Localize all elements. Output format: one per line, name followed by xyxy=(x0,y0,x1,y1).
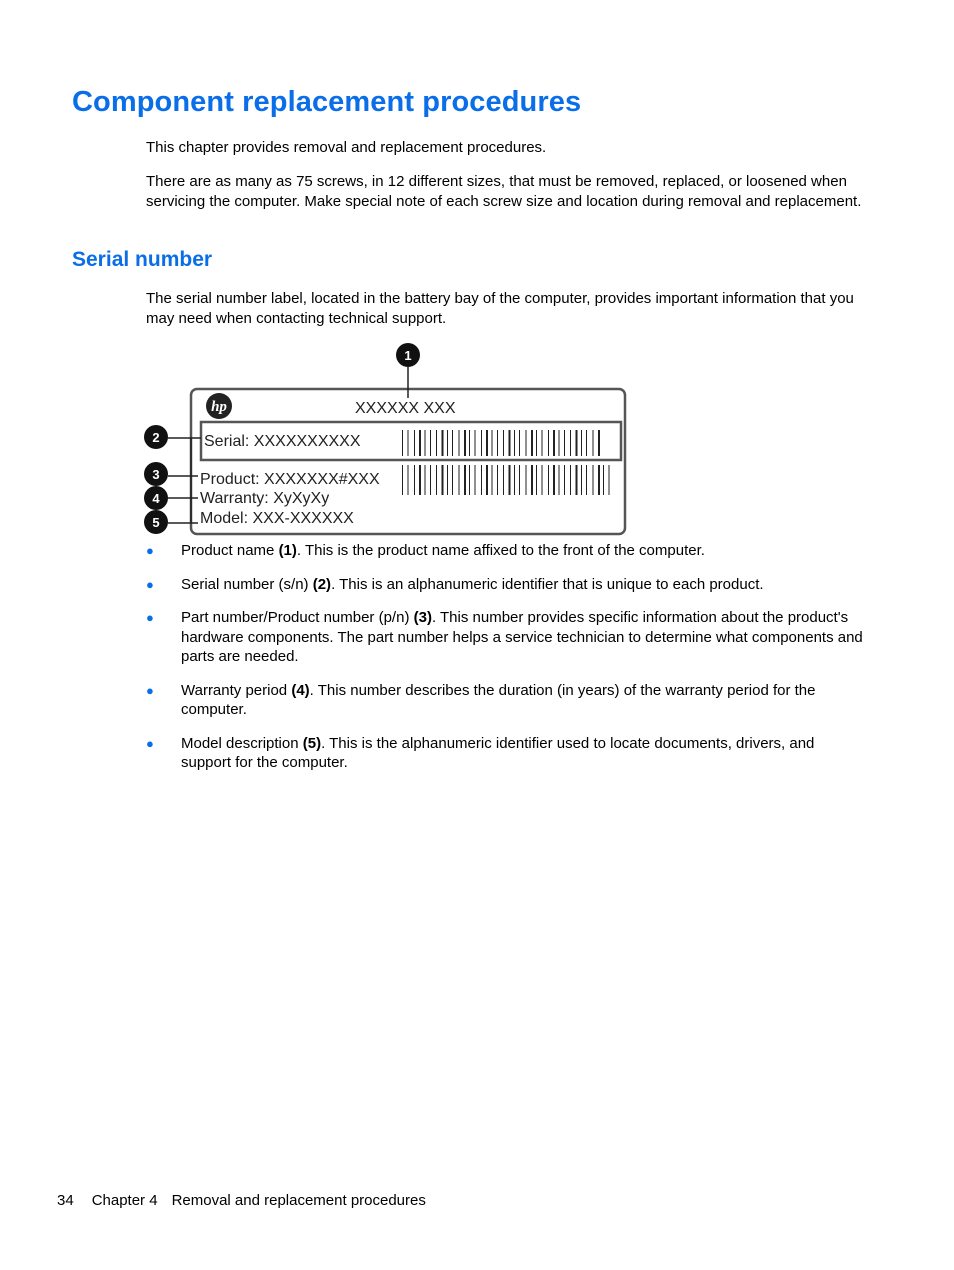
label-serial: Serial: XXXXXXXXXX xyxy=(204,433,361,450)
svg-text:3: 3 xyxy=(152,467,160,482)
serial-label-figure xyxy=(140,340,640,538)
intro-paragraph: This chapter provides removal and replacement procedures. xyxy=(146,139,547,156)
label-model: Model: XXX-XXXXXX xyxy=(200,510,354,527)
label-warranty: Warranty: XyXyXy xyxy=(200,490,330,507)
bullet-icon: ● xyxy=(146,576,154,592)
list-item: ● Part number/Product number (p/n) (3). This number provides specific information about the product's hardware components. The part number helps a service technician to determine what components and parts are needed. xyxy=(146,609,863,665)
section-title: Serial number xyxy=(72,248,213,271)
screws-paragraph: There are as many as 75 screws, in 12 different sizes, that must be removed, replaced, or loosened when servicing the computer. Make special note of each screw size and location during removal and replacement. xyxy=(146,173,862,210)
bullet-list xyxy=(146,541,868,787)
section-intro-paragraph: The serial number label, located in the battery bay of the computer, provides important information that you may need when contacting technical support. xyxy=(146,290,854,327)
bullet-icon: ● xyxy=(146,735,154,751)
hp-logo-icon xyxy=(206,393,232,419)
list-item: ● Serial number (s/n) (2). This is an alphanumeric identifier that is unique to each product. xyxy=(146,575,764,593)
svg-text:1: 1 xyxy=(404,348,412,363)
page-title: Component replacement procedures xyxy=(72,86,582,118)
list-item: ● Model description (5). This is the alphanumeric identifier used to locate documents, drivers, and support for the computer. xyxy=(146,734,815,771)
list-item: ● Product name (1). This is the product name affixed to the front of the computer. xyxy=(146,542,705,559)
bullet-icon: ● xyxy=(146,682,154,698)
page-number: 34 xyxy=(57,1192,74,1209)
page-footer xyxy=(57,1192,444,1209)
footer-chapter: Chapter 4 xyxy=(91,1192,158,1209)
label-product-name: XXXXXX XXX xyxy=(355,400,456,417)
svg-text:5: 5 xyxy=(152,515,160,530)
svg-text:2: 2 xyxy=(152,430,160,445)
svg-text:hp: hp xyxy=(211,399,227,415)
bullet-icon: ● xyxy=(146,610,154,625)
svg-text:4: 4 xyxy=(152,491,160,506)
list-item: ● Warranty period (4). This number describes the duration (in years) of the warranty period for the computer. xyxy=(146,681,816,718)
footer-chapter-title: Removal and replacement procedures xyxy=(171,1192,426,1209)
label-product: Product: XXXXXXX#XXX xyxy=(200,471,380,488)
bullet-icon: ● xyxy=(146,543,154,558)
